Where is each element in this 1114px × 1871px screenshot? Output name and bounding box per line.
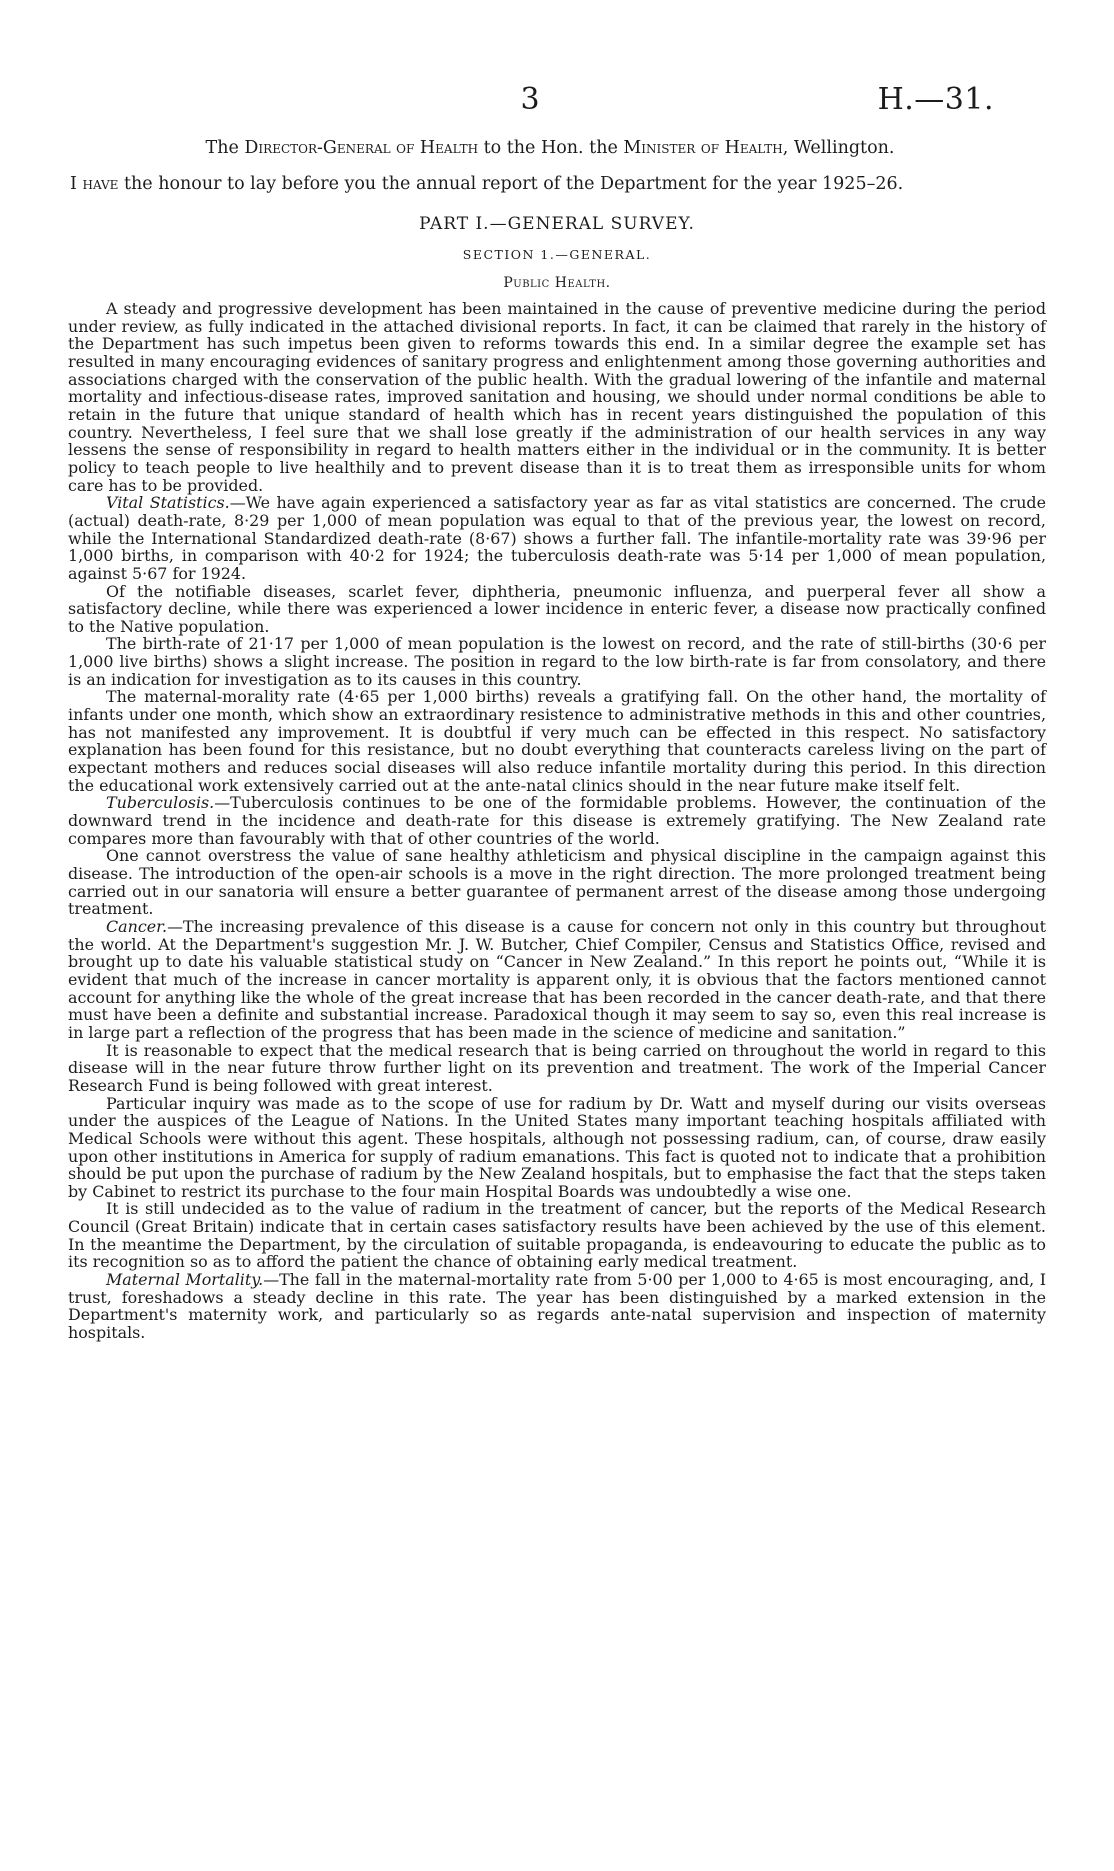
paragraph-heading: Vital Statistics. — [106, 493, 230, 513]
salutation-line — [120, 138, 980, 158]
paragraph-maternal-morality: The maternal-morality rate (4·65 per 1,000 births) reveals a gratifying fall. On the other hand, the mortality of infants under one month, which show an extraordinary resistence to administrative methods in this and other countries, has not manifested any improvement. It is doubtful if very much can be effected in this respect. No satisfactory explanation has been found for this resistance, but no doubt everything that counteracts careless living on the part of expectant mothers and reduces social diseases will also reduce infantile mortality during this period. In this direction the educational work extensively carried out at the ante-natal clinics should in the near future make itself felt. — [68, 687, 1046, 795]
paragraph-vital-statistics — [68, 494, 1046, 582]
paragraph-cancer — [68, 918, 1046, 1042]
salutation-director: Director-General of Health — [244, 138, 479, 158]
salutation-minister: Minister of Health — [623, 138, 783, 158]
paragraph-text: —We have again experienced a satisfactory year as far as vital statistics are concerned. The crude (actual) death-rate, 8·29 per 1,000 of mean population was equal to that of the previous year, the lowest on record, while the International Standardized death-rate (8·67) shows a further fall. The infantile-mortality rate was 39·96 per 1,000 births, in comparison with 40·2 for 1924; the tuberculosis death-rate was 5·14 per 1,000 of mean population, against 5·67 for 1924. — [68, 493, 1047, 583]
paragraph-general: A steady and progressive development has been maintained in the cause of preventive medicine during the period under review, as fully indicated in the attached divisional reports. In fact, it can be claimed that rarely in the history of the Department has such impetus been given to reforms towards this end. In a similar degree the example set has resulted in many encouraging evidences of sanitary progress and enlightenment among those governing authorities and associations charged with the conservation of the public health. With the gradual lowering of the infantile and maternal mortality and infectious-disease rates, improved sanitation and housing, we should under normal conditions be able to retain in the future that unique standard of health which has in recent years distinguished the population of this country. Nevertheless, I feel sure that we shall lose greatly if the administration of our health services in any way lessens the sense of responsibility in regard to health matters either in the individual or in the community. It is better policy to teach people to live healthily and to prevent disease than it is to treat them as irresponsible units for whom care has to be provided. — [68, 299, 1046, 495]
paragraph-maternal-mortality — [68, 1271, 1046, 1342]
intro-lead: I have — [70, 174, 119, 194]
paragraph-medical-research: It is reasonable to expect that the medical research that is being carried on throughout the world in regard to this disease will in the near future throw further light on its prevention and treatment. The work of the Imperial Cancer Research Fund is being followed with great interest. — [68, 1040, 1046, 1095]
paragraph-heading: Cancer. — [106, 916, 168, 936]
report-code: H.—31. — [877, 82, 994, 117]
paragraph-text: —Tuberculosis continues to be one of the formidable problems. However, the continuation of the downward trend in the incidence and death-rate for this disease is extremely gratifying. The New Zealand rate compares more than favourably with that of other countries of the world. — [68, 793, 1046, 848]
paragraph-heading: Maternal Mortality. — [106, 1270, 264, 1290]
paragraph-notifiable-diseases: Of the notifiable diseases, scarlet fever, diphtheria, pneumonic influenza, and puerperal fever all show a satisfactory decline, while there was experienced a lower incidence in enteric fever, a disease now practically confined to the Native population. — [68, 581, 1046, 636]
section-title: SECTION 1.—GENERAL. — [462, 247, 652, 262]
paragraph-birth-rate: The birth-rate of 21·17 per 1,000 of mean population is the lowest on record, and the rate of still-births (30·6 per 1,000 live births) shows a slight increase. The position in regard to the low birth-rate is far from consolatory, and there is an indication for investigation as to its causes in this country. — [68, 634, 1046, 689]
salutation-text: , Wellington. — [782, 138, 895, 158]
paragraph-text: —The increasing prevalence of this disease is a cause for concern not only in this country but throughout the world. At the Department's suggestion Mr. J. W. Butcher, Chief Compiler, Census and Statistics Office, revised and brought up to date his valuable statistical study on “Cancer in New Zealand.” In this report he points out, “While it is evident that much of the increase in cancer mortality is apparent only, it is obvious that the factors mentioned cannot account for anything like the whole of the great increase that has been recorded in the cancer death-rate, and that there must have been a definite and substantial increase. Paradoxical though it may seem to say so, even this real increase is in large part a reflection of the progress that has been made in the science of medicine and sanitation.” — [68, 916, 1046, 1042]
paragraph-text: —The fall in the maternal-mortality rate from 5·00 per 1,000 to 4·65 is most encouraging, and, I trust, foreshadows a steady decline in this rate. The year has been distinguished by a marked extension in the Department's maternity work, and particularly so as regards ante-natal supervision and inspection of maternity hospitals. — [68, 1270, 1047, 1343]
page-number: 3 — [520, 82, 540, 117]
intro-line — [70, 174, 1030, 194]
intro-text: the honour to lay before you the annual report of the Department for the year 1925–26. — [118, 174, 904, 194]
paragraph-tuberculosis — [68, 794, 1046, 847]
paragraph-radium-value: It is still undecided as to the value of radium in the treatment of cancer, but the reports of the Medical Research Council (Great Britain) indicate that in certain cases satisfactory results have been achieved by the use of this element. In the meantime the Department, by the circulation of suitable propaganda, is endeavouring to educate the public as to its recognition so as to afford the patient the chance of obtaining early medical treatment. — [68, 1199, 1046, 1272]
report-body — [68, 300, 1046, 1840]
paragraph-radium-inquiry: Particular inquiry was made as to the scope of use for radium by Dr. Watt and myself during our visits overseas under the auspices of the League of Nations. In the United States many important teaching hospitals affiliated with Medical Schools were without this agent. These hospitals, although not possessing radium, can, of course, draw easily upon other institutions in America for supply of radium emanations. This fact is quoted not to indicate that a prohibition should be put upon the purchase of radium by the New Zealand hospitals, but to emphasise the fact that the steps taken by Cabinet to restrict its purchase to the four main Hospital Boards was undoubtedly a wise one. — [68, 1093, 1046, 1201]
part-title: PART I.—GENERAL SURVEY. — [419, 214, 695, 234]
salutation-text: to the Hon. the — [478, 138, 624, 158]
salutation-text: The — [205, 138, 245, 158]
subsection-title: Public Health. — [503, 275, 611, 291]
paragraph-heading: Tuberculosis. — [106, 793, 215, 813]
paragraph-athleticism: One cannot overstress the value of sane healthy athleticism and physical discipline in the campaign against this disease. The introduction of the open-air schools is a move in the right direction. The more prolonged treatment being carried out in our sanatoria will ensure a better guarantee of permanent arrest of the disease among those undergoing treatment. — [68, 846, 1046, 919]
